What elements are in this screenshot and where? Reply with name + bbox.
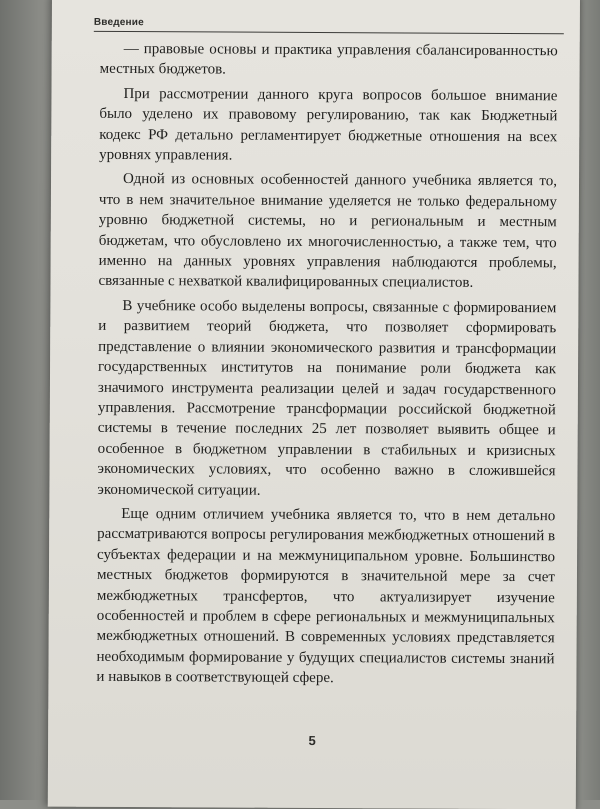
paragraph-2: При рассмотрении данного круга вопросов большое внимание было уделено их правовому регулированию, так как Бюджетный кодекс РФ детально регламентирует бюджетные отношения на всех уровнях управления.	[99, 85, 558, 164]
running-head	[94, 17, 564, 34]
body-text	[96, 39, 557, 694]
page-number: 5	[308, 732, 316, 749]
paragraph-1: — правовые основы и практика управления сбалансированностью местных бюджетов.	[99, 40, 558, 78]
paragraph-3: Одной из основных особенностей данного учебника является то, что в нем значительное внимание уделяется не только федеральному уровню бюджетной системы, но и региональным и местным бюджетам, что обусловлено их многочисленностью, а также тем, что именно на данных уровнях управления наблюдаются проблемы, связанные с нехваткой квалифицированных специалистов.	[98, 171, 558, 292]
paragraph-5: Еще одним отличием учебника является то, что в нем детально рассматриваются вопросы регулирования межбюджетных отношений в субъектах федерации и на межмуниципальном уровне. Большинство местных бюджетов формируются в значительной мере за счет межбюджетных трансфертов, что актуализирует изучение особенностей и проблем в сфере региональных и межмуниципальных межбюджетных отношений. В современных условиях представляется необходимым формирование у будущих специалистов системы знаний и навыков в соответствующей сфере.	[96, 505, 556, 687]
running-head-label: Введение	[93, 16, 144, 29]
paragraph-4: В учебнике особо выделены вопросы, связанные с формированием и развитием теорий бюджета, что позволяет сформировать представление о влиянии экономического развития и трансформации государственных институтов на понимание роли бюджета как значимого инструмента реализации целей и задач государственного управления. Рассмотрение трансформации российской бюджетной системы в течение последних 25 лет позволяет выявить общее и особенное в бюджетном управлении в стабильных и кризисных экономических условиях, что особенно важно в сложившейся экономической ситуации.	[97, 297, 557, 499]
book-page	[48, 0, 580, 809]
